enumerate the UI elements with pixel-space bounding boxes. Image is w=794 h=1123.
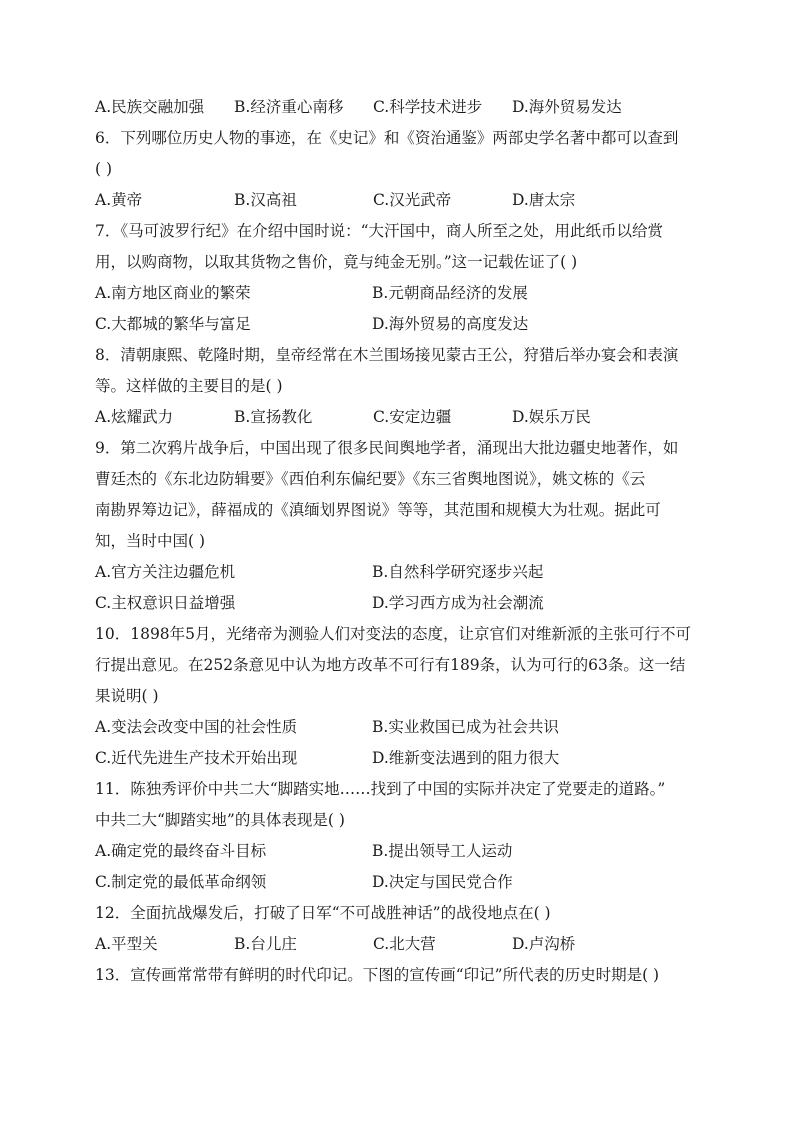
option-a: A.民族交融加强 <box>95 98 205 116</box>
options-row <box>95 836 705 867</box>
options-row <box>95 712 705 743</box>
question-text-line: 果说明( ) <box>95 687 159 705</box>
option-d: D.娱乐万民 <box>512 408 591 426</box>
question-text-line: 等。这样做的主要目的是( ) <box>95 377 283 395</box>
option-d: D.维新变法遇到的阻力很大 <box>372 749 560 767</box>
question-text-line: 曹廷杰的《东北边防辑要》《西伯利东偏纪要》《东三省舆地图说》，姚文栋的《云 <box>95 470 646 488</box>
option-b: B.元朝商品经济的发展 <box>372 284 528 302</box>
question-text-line: 11．陈独秀评价中共二大“脚踏实地……找到了中国的实际并决定了党要走的道路。” <box>95 780 666 798</box>
question-text-line: 行提出意见。在252条意见中认为地方改革不可行有189条，认为可行的63条。这一结 <box>95 656 686 674</box>
question-text-line: 用，以购商物，以取其货物之售价，竟与纯金无别。”这一记载佐证了( ) <box>95 253 578 271</box>
option-b: B.提出领导工人运动 <box>372 842 513 860</box>
option-b: B.自然科学研究逐步兴起 <box>372 563 544 581</box>
option-a: A.南方地区商业的繁荣 <box>95 284 251 302</box>
option-d: D.学习西方成为社会潮流 <box>372 594 544 612</box>
option-c: C.安定边疆 <box>373 408 452 426</box>
options-row <box>95 278 705 309</box>
option-c: C.汉光武帝 <box>373 191 452 209</box>
option-b: B.台儿庄 <box>234 935 297 953</box>
option-c: C.大都城的繁华与富足 <box>95 315 251 333</box>
exam-page <box>95 92 705 991</box>
option-d: D.海外贸易的高度发达 <box>372 315 529 333</box>
question-text-line: ( ) <box>95 160 113 178</box>
option-a: A.黄帝 <box>95 191 143 209</box>
option-d: D.海外贸易发达 <box>512 98 622 116</box>
options-row <box>95 557 705 588</box>
option-a: A.官方关注边疆危机 <box>95 563 236 581</box>
question-text-line: 南勘界筹边记》，薛福成的《滇缅划界图说》等等，其范围和规模大为壮观。据此可 <box>95 501 661 519</box>
question-text-line: 8．清朝康熙、乾隆时期，皇帝经常在木兰围场接见蒙古王公，狩猎后举办宴会和表演 <box>95 346 679 364</box>
question-text-line: 12．全面抗战爆发后，打破了日军“不可战胜神话”的战役地点在( ) <box>95 904 551 922</box>
option-a: A.变法会改变中国的社会性质 <box>95 718 298 736</box>
option-b: B.宣扬教化 <box>234 408 313 426</box>
option-b: B.实业救国已成为社会共识 <box>372 718 559 736</box>
question-text-line: 13．宣传画常常带有鲜明的时代印记。下图的宣传画“印记”所代表的历史时期是( ) <box>95 966 660 984</box>
option-b: B.汉高祖 <box>234 191 297 209</box>
option-b: B.经济重心南移 <box>234 98 344 116</box>
options-row <box>95 185 705 216</box>
option-a: A.炫耀武力 <box>95 408 174 426</box>
options-row <box>95 743 705 774</box>
option-d: D.卢沟桥 <box>512 935 576 953</box>
option-c: C.科学技术进步 <box>373 98 483 116</box>
question-text-line: 10．1898年5月，光绪帝为测验人们对变法的态度，让京官们对维新派的主张可行不可 <box>95 625 692 643</box>
option-d: D.决定与国民党合作 <box>372 873 513 891</box>
option-d: D.唐太宗 <box>512 191 576 209</box>
options-row <box>95 867 705 898</box>
options-row <box>95 588 705 619</box>
question-text-line: 6．下列哪位历史人物的事迹，在《史记》和《资治通鉴》两部史学名著中都可以查到 <box>95 129 679 147</box>
option-c: C.主权意识日益增强 <box>95 594 236 612</box>
question-text-line: 中共二大“脚踏实地”的具体表现是( ) <box>95 811 345 829</box>
option-c: C.制定党的最低革命纲领 <box>95 873 267 891</box>
option-a: A.平型关 <box>95 935 158 953</box>
question-text-line: 9．第二次鸦片战争后，中国出现了很多民间舆地学者，涌现出大批边疆史地著作，如 <box>95 439 679 457</box>
option-a: A.确定党的最终奋斗目标 <box>95 842 267 860</box>
option-c: C.近代先进生产技术开始出现 <box>95 749 298 767</box>
options-row <box>95 92 705 123</box>
question-text-line: 知，当时中国( ) <box>95 532 206 550</box>
question-text-line: 7．《马可波罗行纪》在介绍中国时说：“大汗国中，商人所至之处，用此纸币以给赏 <box>95 222 664 240</box>
options-row <box>95 309 705 340</box>
options-row <box>95 929 705 960</box>
option-c: C.北大营 <box>373 935 436 953</box>
options-row <box>95 402 705 433</box>
